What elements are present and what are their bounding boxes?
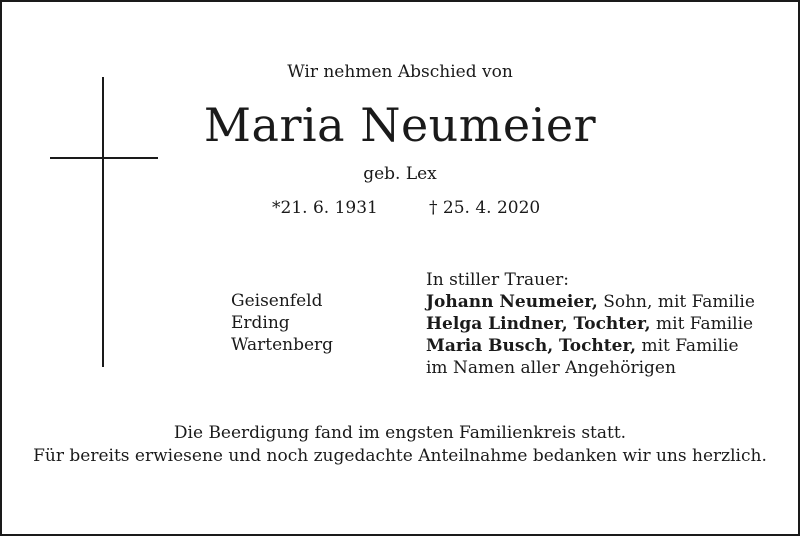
mourner-relation: mit Familie — [636, 336, 739, 356]
birth-date: *21. 6. 1931 — [272, 198, 378, 218]
mourning-header: In stiller Trauer: — [426, 270, 569, 290]
death-date: † 25. 4. 2020 — [429, 198, 541, 218]
mourner-name: Helga Lindner, Tochter, — [426, 314, 651, 334]
closing-line: Die Beerdigung fand im engsten Familienkreis statt. — [173, 423, 627, 443]
intro-text: Wir nehmen Abschied von — [287, 62, 513, 82]
mourner-relation: mit Familie — [650, 314, 754, 334]
closing-line: Für bereits erwiesene und noch zugedachte Anteilnahme bedanken wir uns herzlich. — [33, 446, 767, 466]
cross-icon — [102, 77, 104, 367]
mourners-block — [426, 269, 755, 379]
place-item: Geisenfeld — [231, 291, 323, 311]
mourning-footer: im Namen aller Angehörigen — [426, 358, 676, 378]
maiden-name: geb. Lex — [363, 164, 437, 184]
place-item: Erding — [231, 313, 290, 333]
deceased-name: Maria Neumeier — [203, 98, 597, 152]
mourner-name: Johann Neumeier, — [426, 292, 598, 312]
mourner-line — [426, 335, 755, 357]
places-list — [231, 290, 333, 356]
place-item: Wartenberg — [231, 335, 334, 355]
mourner-relation: Sohn, mit Familie — [597, 292, 755, 312]
cross-icon-bar — [50, 157, 158, 159]
mourner-line — [426, 291, 755, 313]
mourner-line — [426, 313, 755, 335]
closing-text — [2, 422, 798, 468]
mourner-name: Maria Busch, Tochter, — [426, 336, 637, 356]
